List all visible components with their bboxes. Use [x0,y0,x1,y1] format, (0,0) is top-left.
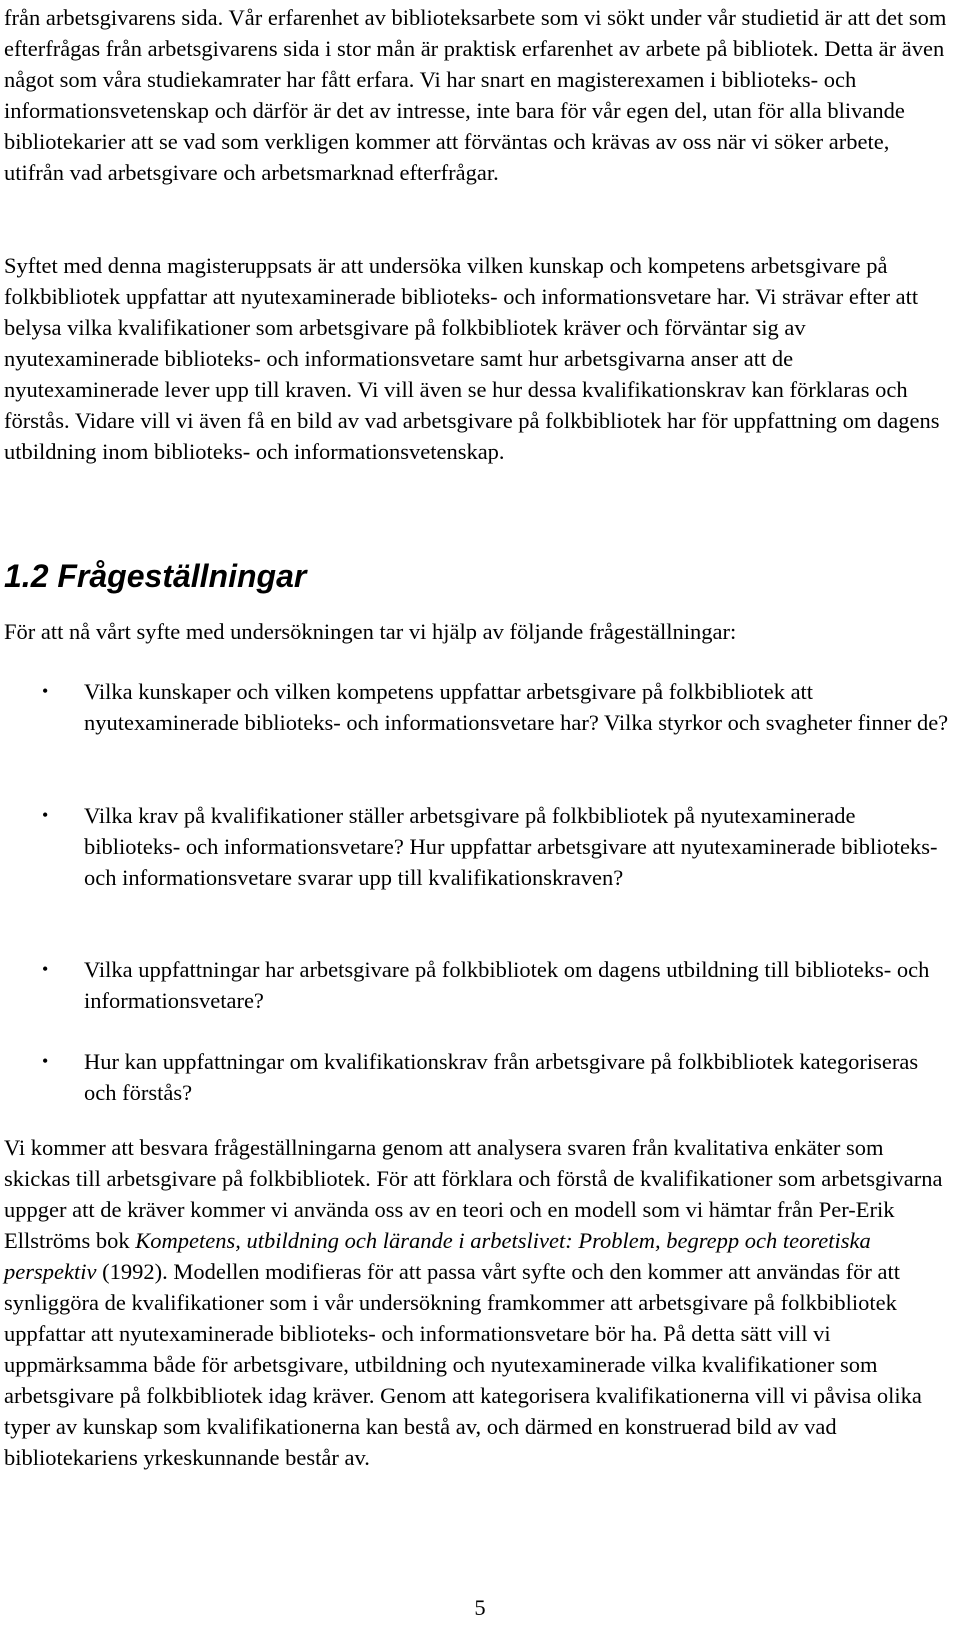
intro-paragraph: från arbetsgivarens sida. Vår erfarenhet av biblioteksarbete som vi sökt under vår studietid är att det som efterfrågas från arbetsgivarens sida i stor mån är praktisk erfarenhet av arbete på bibliotek. Detta är även något som våra studiekamrater har fått erfara. Vi har snart en magisterexamen i biblioteks- och informationsvetenskap och därför är det av intresse, inte bara för vår egen del, utan för alla blivande bibliotekarier att se vad som verkligen kommer att förväntas och krävas av oss när vi söker arbete, utifrån vad arbetsgivare och arbetsmarknad efterfrågar. [4,5,947,185]
method-paragraph [4,1132,952,1473]
question-text: Vilka uppfattningar har arbetsgivare på folkbibliotek om dagens utbildning till biblioteks- och informationsvetare? [84,957,930,1013]
purpose-paragraph: Syftet med denna magisteruppsats är att undersöka vilken kunskap och kompetens arbetsgivare på folkbibliotek uppfattar att nyutexaminerade biblioteks- och informationsvetare har. Vi strävar efter att belysa vilka kvalifikationer som arbetsgivare på folkbibliotek kräver och förväntar sig av nyutexaminerade biblioteks- och informationsvetare samt hur arbetsgivarna anser att de nyutexaminerade lever upp till kraven. Vi vill även se hur dessa kvalifikationskrav kan förklaras och förstås. Vidare vill vi även få en bild av vad arbetsgivare på folkbibliotek har för uppfattning om dagens utbildning inom biblioteks- och informationsvetenskap. [4,253,940,464]
section-heading: 1.2 Frågeställningar [4,558,307,594]
method-text-end: (1992). Modellen modifieras för att passa vårt syfte och den kommer att användas för att synliggöra de kvalifikationer som i vår undersökning framkommer att arbetsgivare på folkbibliotek uppfattar att nyutexaminerade biblioteks- och informationsvetare bör ha. På detta sätt vill vi uppmärksamma både för arbetsgivare, utbildning och nyutexaminerade vilka kvalifikationer som arbetsgivare på folkbibliotek idag kräver. Genom att kategorisera kvalifikationerna vill vi påvisa olika typer av kunskap som kvalifikationerna kan bestå av, och därmed en konstruerad bild av vad bibliotekariens yrkeskunnande består av. [4,1259,922,1470]
question-text: Hur kan uppfattningar om kvalifikationskrav från arbetsgivare på folkbibliotek kategoriseras och förstås? [84,1049,919,1105]
question-text: Vilka krav på kvalifikationer ställer arbetsgivare på folkbibliotek på nyutexaminerade biblioteks- och informationsvetare? Hur uppfattar arbetsgivare att nyutexaminerade biblioteks- och informationsvetare svarar upp till kvalifikationskraven? [84,803,938,890]
questions-intro: För att nå vårt syfte med undersökningen tar vi hjälp av följande frågeställningar: [4,619,737,644]
bullet-icon: • [42,959,49,979]
question-text: Vilka kunskaper och vilken kompetens uppfattar arbetsgivare på folkbibliotek att nyutexaminerade biblioteks- och informationsvetare har? Vilka styrkor och svagheter finner de? [84,679,949,735]
book-title: Kompetens, utbildning och lärande i arbetslivet: Problem, begrepp och teoretiska perspektiv [4,1228,871,1284]
page-number: 5 [474,1595,486,1620]
bullet-icon: • [42,1051,49,1071]
method-text-start: Vi kommer att besvara frågeställningarna genom att analysera svaren från kvalitativa enkäter som skickas till arbetsgivare på folkbibliotek. För att förklara och förstå de kvalifikationer som arbetsgivarna uppger att de kräver kommer vi använda oss av en teori och en modell som vi hämtar från Per-Erik Ellströms bok [4,1135,943,1253]
bullet-icon: • [42,805,49,825]
bullet-icon: • [42,681,49,701]
